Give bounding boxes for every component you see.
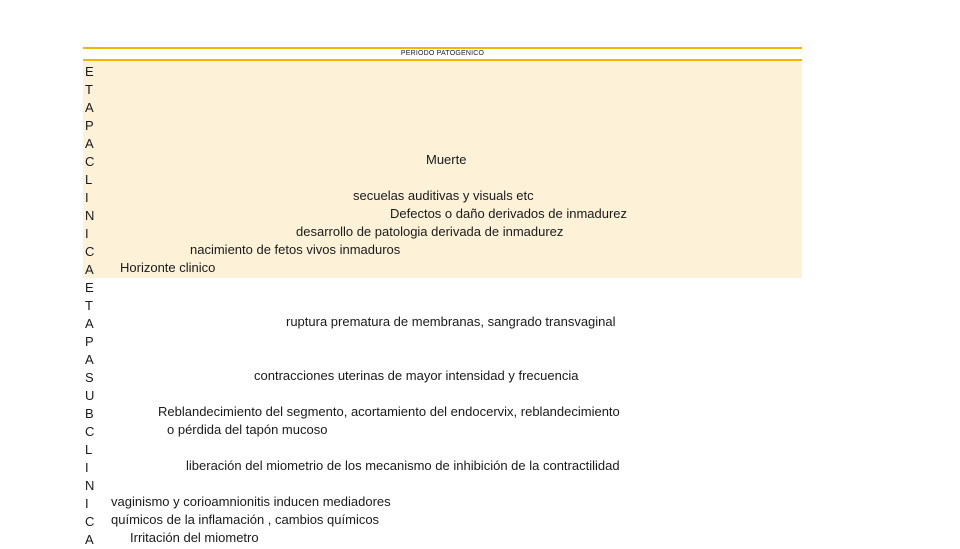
stage-letter: E: [85, 64, 94, 79]
clinical-item-defects: Defectos o daño derivados de inmadurez: [390, 206, 628, 221]
stage-letter: A: [85, 262, 94, 277]
stage-letter: S: [85, 370, 94, 385]
subclinical-item-myometrium-release: liberación del miometrio de los mecanismo de inhibición de la contractilidad: [186, 458, 620, 473]
stage-letter: E: [85, 280, 94, 295]
subclinical-item-softening-line2: o pérdida del tapón mucoso: [167, 422, 328, 437]
clinical-horizon-label: Horizonte clinico: [120, 260, 216, 275]
stage-letter: A: [85, 136, 94, 151]
stage-letter: C: [85, 514, 95, 529]
page-title: PERIODO PATOGENICO: [400, 50, 485, 57]
stage-letter: A: [85, 100, 94, 115]
stage-letter: T: [85, 298, 93, 313]
stage-letter: T: [85, 82, 93, 97]
stage-letter: U: [85, 388, 95, 403]
clinical-item-sequelae: secuelas auditivas y visuals etc: [353, 188, 534, 203]
stage-letter: L: [85, 172, 93, 187]
clinical-item-pathology: desarrollo de patologia derivada de inmadurez: [296, 224, 564, 239]
stage-letter: B: [85, 406, 94, 421]
clinical-item-death: Muerte: [426, 152, 467, 167]
stage-letter: I: [85, 460, 89, 475]
subclinical-item-myometrium-irritation: Irritación del miometro: [130, 530, 259, 545]
stage-letter: P: [85, 334, 94, 349]
stage-letter: C: [85, 424, 95, 439]
stage-letter: C: [85, 244, 95, 259]
stage-letter: A: [85, 352, 94, 367]
subclinical-item-membrane-rupture: ruptura prematura de membranas, sangrado transvaginal: [286, 314, 616, 329]
subclinical-item-contractions: contracciones uterinas de mayor intensidad y frecuencia: [254, 368, 579, 383]
subclinical-item-mediators-line1: vaginismo y corioamnionitis inducen mediadores: [111, 494, 391, 509]
stage-letter: A: [85, 316, 94, 331]
stage-letter: I: [85, 226, 89, 241]
subclinical-item-mediators-line2: químicos de la inflamación , cambios químicos: [111, 512, 380, 527]
stage-letters-column: [85, 63, 99, 549]
stage-letter: N: [85, 478, 95, 493]
stage-letter: I: [85, 190, 89, 205]
clinical-item-immature-birth: nacimiento de fetos vivos inmaduros: [190, 242, 401, 257]
stage-letter: N: [85, 208, 95, 223]
stage-letter: C: [85, 154, 95, 169]
stage-letter: P: [85, 118, 94, 133]
subclinical-item-softening-line1: Reblandecimiento del segmento, acortamiento del endocervix, reblandecimiento: [158, 404, 620, 419]
stage-letter: L: [85, 442, 93, 457]
stage-letter: I: [85, 496, 89, 511]
stage-letter: A: [85, 532, 94, 547]
